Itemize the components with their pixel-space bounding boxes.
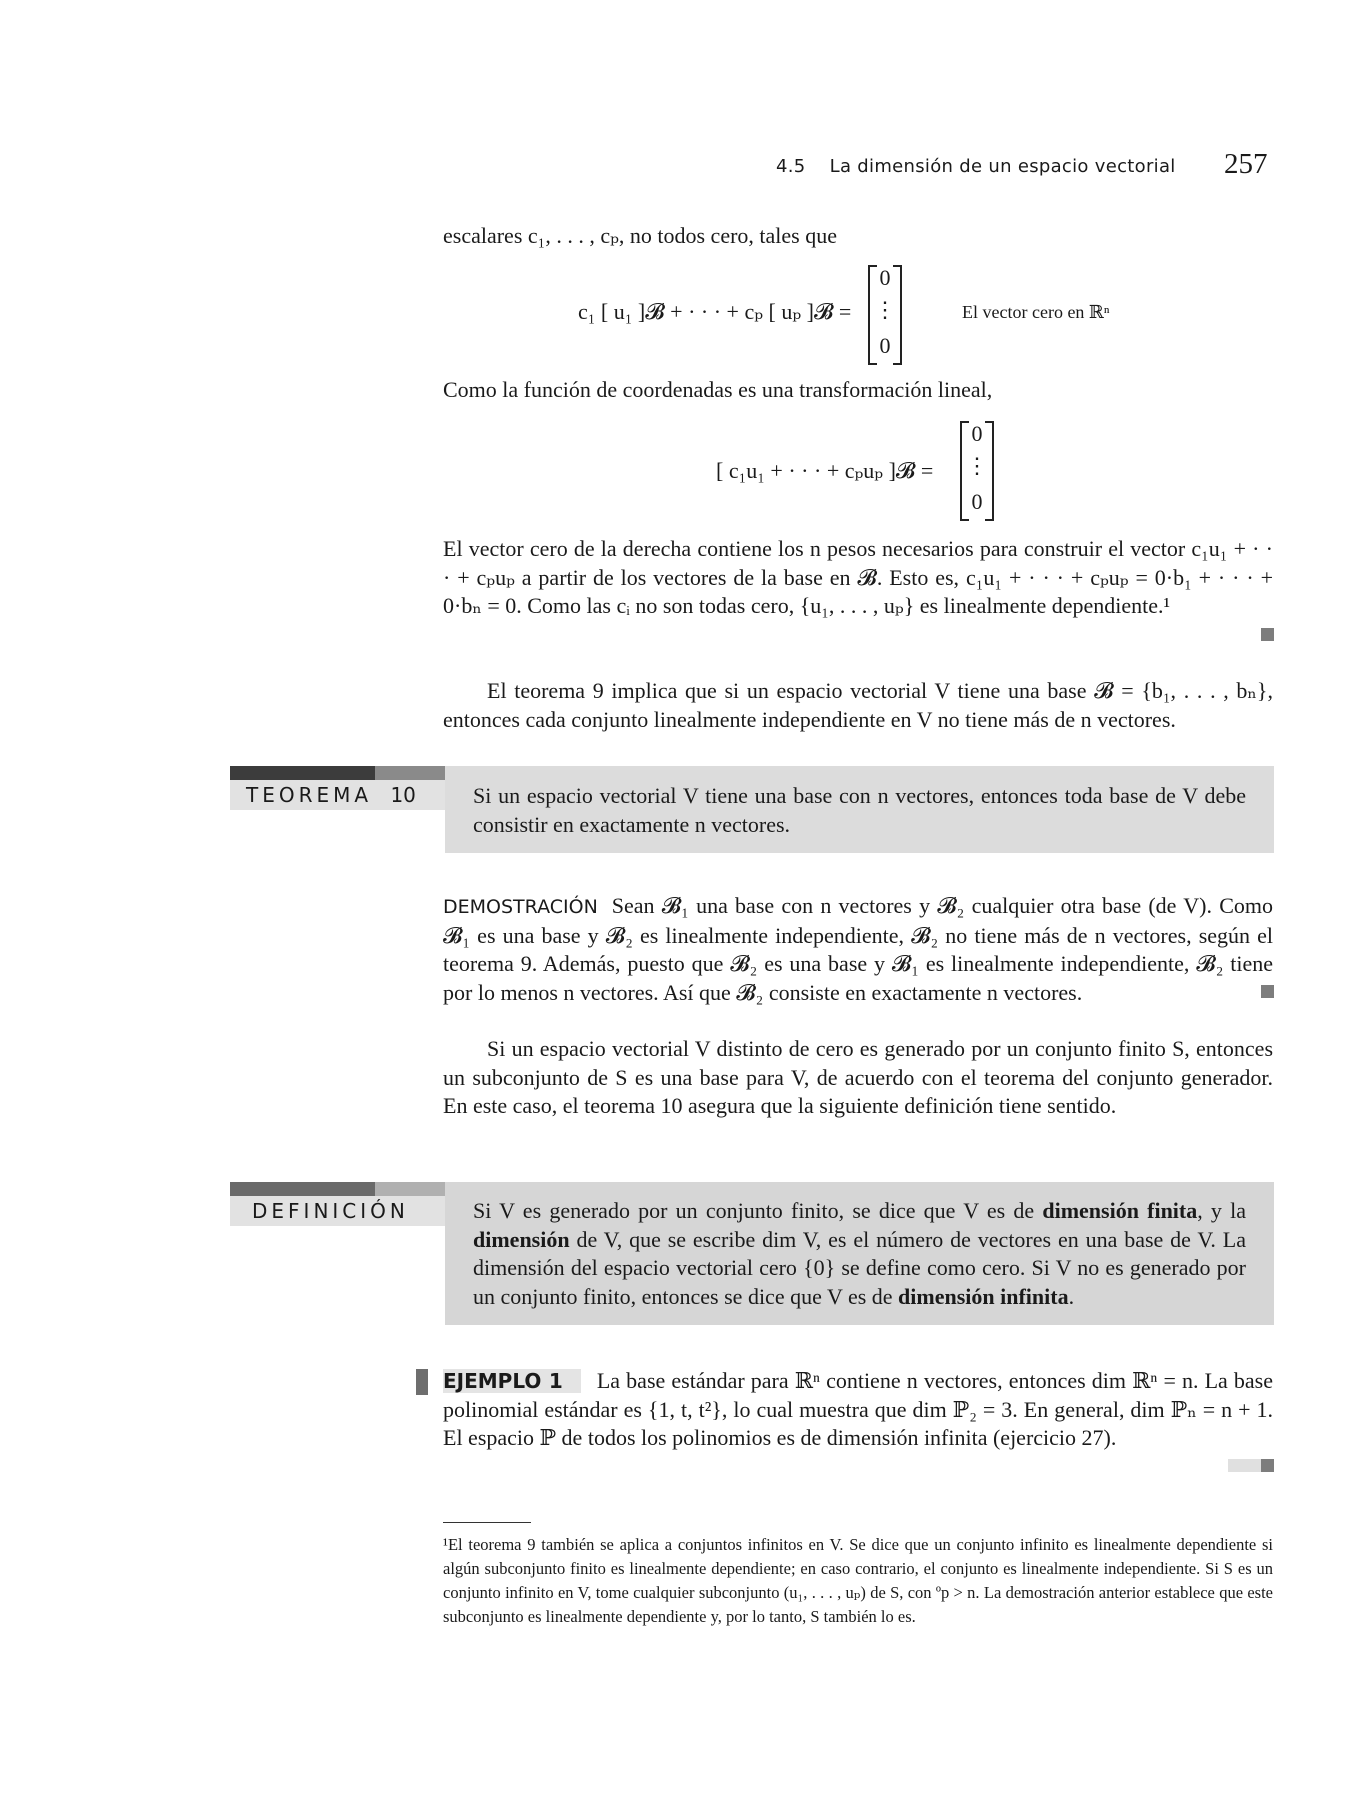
matrix-2-entry-bottom: 0 (971, 489, 983, 514)
footnote-rule (443, 1522, 531, 1523)
definition-term-finite: dimensión finita (1042, 1198, 1198, 1223)
theorem-label-text: TEOREMA (246, 783, 373, 807)
definition-text (473, 1197, 1246, 1311)
example-paragraph (443, 1367, 1273, 1453)
example-label: EJEMPLO 1 (443, 1369, 581, 1393)
paragraph-zero-vector: El vector cero de la derecha contiene los n pesos necesarios para construir el vector c₁u₁ + · · · + cₚuₚ a partir de los vectores de la base en 𝓑. Esto es, c₁u₁ + · · · + cₚuₚ = 0·b₁ + · · · + 0·bₙ = 0. Como las cᵢ no son todas cero, {u₁, . . . , uₚ} es linealmente dependiente.¹ (443, 536, 1273, 618)
paragraph-coordinate-function: Como la función de coordenadas es una transformación lineal, (443, 377, 993, 402)
equation-note: El vector cero en ℝⁿ (962, 302, 1110, 322)
equation-coordinates-lhs: c₁ [ u₁ ]𝓑 + · · · + cₚ [ uₚ ]𝓑 = (578, 299, 852, 324)
paragraph-finite-generation: Si un espacio vectorial V distinto de cero es generado por un conjunto finito S, entonces un subconjunto de S es una base para V, de acuerdo con el teorema del conjunto generador. En este caso, el teorema 10 asegura que la siguiente definición tiene sentido. (443, 1036, 1273, 1118)
example-end-bar (1228, 1459, 1261, 1472)
theorem-label-bar-dark (230, 766, 375, 780)
definition-text-d: . (1068, 1283, 1075, 1309)
definition-label-bar-dark (230, 1182, 375, 1196)
theorem-number: 10 (390, 783, 416, 807)
matrix-1-entry-bottom: 0 (879, 333, 891, 358)
end-of-example-mark (1261, 1459, 1274, 1472)
example-marker-bar (416, 1369, 428, 1395)
definition-text-a: Si V es generado por un conjunto finito, se dice que V es de (473, 1198, 1043, 1223)
proof-paragraph (443, 892, 1273, 1007)
end-of-proof-mark-2 (1261, 985, 1274, 998)
definition-term-infinite: dimensión infinita (898, 1283, 1069, 1309)
theorem-label-bar-light (375, 766, 445, 780)
definition-term-dimension: dimensión (473, 1226, 570, 1252)
paragraph-theorem9-implication: El teorema 9 implica que si un espacio vectorial V tiene una base 𝓑 = {b₁, . . . , bₙ}, entonces cada conjunto linealmente independiente en V no tiene más de n vectores. (443, 678, 1273, 732)
definition-label-bar-light (375, 1182, 445, 1196)
matrix-1-entry-middle: ⋮ (874, 297, 896, 322)
zero-vector-matrix-1 (868, 265, 902, 365)
zero-vector-matrix-2 (960, 421, 994, 521)
example-text: La base estándar para ℝⁿ contiene n vectores, entonces dim ℝⁿ = n. La base polinomial estándar es {1, t, t²}, lo cual muestra que dim ℙ₂ = 3. En general, dim ℙₙ = n + 1. El espacio ℙ de todos los polinomios es de dimensión infinita (ejercicio 27). (443, 1368, 1273, 1450)
matrix-2-entry-middle: ⋮ (966, 453, 988, 478)
paragraph-scalars: escalares c₁, . . . , cₚ, no todos cero, tales que (443, 223, 837, 248)
equation-combination-lhs: [ c₁u₁ + · · · + cₚuₚ ]𝓑 = (716, 458, 934, 483)
theorem-text: Si un espacio vectorial V tiene una base con n vectores, entonces toda base de V debe consistir en exactamente n vectores. (473, 783, 1246, 837)
matrix-1-entry-top: 0 (879, 265, 891, 290)
definition-text-c: de V, que se escribe dim V, es el número de vectores en una base de V. La dimensión del espacio vectorial cero {0} se define como cero. Si V no es generado por un conjunto finito, entonces se dice que V es de (473, 1226, 1246, 1309)
page-number: 257 (1224, 148, 1268, 180)
theorem-label (230, 780, 445, 810)
footnote-1: ¹El teorema 9 también se aplica a conjuntos infinitos en V. Se dice que un conjunto infinito es linealmente dependiente si algún subconjunto finito es linealmente dependiente; en caso contrario, el conjunto es linealmente independiente. Si S es un conjunto infinito en V, tome cualquier subconjunto (u₁, . . . , uₚ) de S, con ºp > n. La demostración anterior establece que este subconjunto es linealmente dependiente y, por lo tanto, S también lo es. (443, 1535, 1273, 1626)
definition-label: DEFINICIÓN (230, 1196, 445, 1226)
proof-text: Sean 𝓑₁ una base con n vectores y 𝓑₂ cualquier otra base (de V). Como 𝓑₁ es una base y 𝓑₂ es linealmente independiente, 𝓑₂ no tiene más de n vectores, según el teorema 9. Además, puesto que 𝓑₂ es una base y 𝓑₁ es linealmente independiente, 𝓑₂ tiene por lo menos n vectores. Así que 𝓑₂ consiste en exactamente n vectores. (443, 893, 1273, 1005)
proof-label: DEMOSTRACIÓN (443, 896, 598, 918)
end-of-proof-mark-1 (1261, 628, 1274, 641)
running-header-section: 4.5 La dimensión de un espacio vectorial (776, 156, 1176, 177)
definition-text-b: , y la (1197, 1198, 1246, 1223)
matrix-2-entry-top: 0 (971, 421, 983, 446)
